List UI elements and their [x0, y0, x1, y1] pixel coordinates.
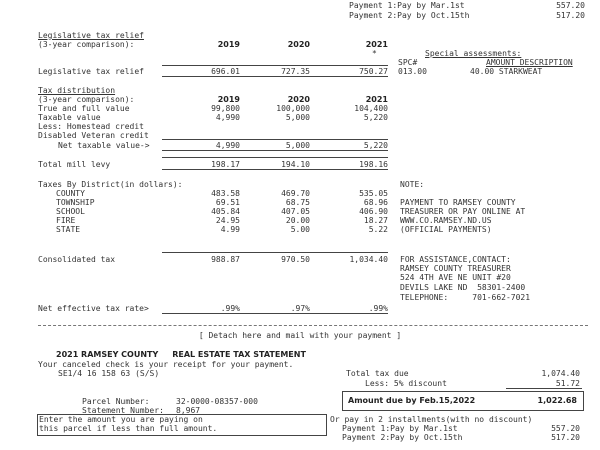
parcel-number-value: 32-0000-08357-000: [176, 397, 258, 406]
relief-year-1: 2019: [217, 40, 240, 49]
assist-line: FOR ASSISTANCE,CONTACT:: [400, 255, 511, 264]
top-payment-1-label: Payment 1:Pay by Mar.1st: [349, 1, 465, 10]
special-col-spc: SPC#: [398, 58, 418, 67]
detach-text: [ Detach here and mail with your payment ]: [198, 331, 402, 340]
mill-levy-value: 198.17: [211, 160, 240, 169]
dist-row-value: 5,220: [363, 113, 388, 122]
relief-asterisk: *: [372, 49, 377, 58]
mill-levy-value: 194.10: [281, 160, 310, 169]
relief-year-3: 2021: [365, 40, 388, 49]
distribution-year-2: 2020: [287, 95, 310, 104]
dist-row-value: 99,800: [211, 104, 240, 113]
statement-number-value: 8,967: [176, 406, 201, 415]
distribution-year-1: 2019: [217, 95, 240, 104]
installment-label: Payment 2:Pay by Oct.15th: [342, 433, 463, 442]
relief-value-2: 727.35: [281, 67, 310, 76]
assist-line: RAMSEY COUNTY TREASURER: [400, 264, 511, 273]
district-value: 5.22: [368, 225, 388, 234]
top-payment-1-amount: 557.20: [556, 1, 585, 10]
district-value: 406.90: [359, 207, 388, 216]
district-value: 407.05: [281, 207, 310, 216]
dist-row-label: Disabled Veteran credit: [38, 131, 149, 140]
relief-title: Legislative tax relief: [38, 31, 144, 40]
relief-year-2: 2020: [287, 40, 310, 49]
special-assessments-title: Special assessments:: [425, 49, 522, 58]
effective-rate-value: .99%: [220, 304, 240, 313]
parcel-number-label: Parcel Number:: [82, 397, 150, 406]
district-value: 68.75: [285, 198, 310, 207]
note-line: PAYMENT TO RAMSEY COUNTY: [400, 198, 516, 207]
dist-row-value: 4,990: [215, 113, 240, 122]
installment-amount: 517.20: [551, 433, 580, 442]
mill-levy-label: Total mill levy: [38, 160, 111, 169]
net-taxable-value: 4,990: [215, 141, 240, 150]
dist-row-value: 100,000: [276, 104, 310, 113]
district-value: 483.58: [211, 189, 240, 198]
installment-amount: 557.20: [551, 424, 580, 433]
stub-legal-description: SE1/4 16 158 63 (S/S): [58, 369, 160, 378]
dist-row-value: 5,000: [285, 113, 310, 122]
special-col-amount-description: AMOUNT DESCRIPTION: [486, 58, 573, 67]
relief-subtitle: (3-year comparison):: [38, 40, 135, 49]
net-taxable-value: 5,000: [285, 141, 310, 150]
stub-title: 2021 RAMSEY COUNTY REAL ESTATE TAX STATEMENT: [56, 350, 306, 359]
district-value: 24.95: [215, 216, 240, 225]
district-value: 20.00: [285, 216, 310, 225]
effective-rate-value: .99%: [368, 304, 388, 313]
dist-row-label: Taxable value: [38, 113, 101, 122]
note-title: NOTE:: [400, 180, 425, 189]
installments-label: Or pay in 2 installments(with no discount): [330, 415, 533, 424]
relief-row-label: Legislative tax relief: [38, 67, 144, 76]
district-label: COUNTY: [56, 189, 85, 198]
district-label: FIRE: [56, 216, 76, 225]
district-value: 405.84: [211, 207, 240, 216]
total-tax-due-label: Total tax due: [346, 369, 409, 378]
net-taxable-label: Net taxable value->: [58, 141, 150, 150]
effective-rate-label: Net effective tax rate>: [38, 304, 149, 313]
discount-label: Less: 5% discount: [365, 379, 447, 388]
district-value: 5.00: [290, 225, 310, 234]
top-payment-2-label: Payment 2:Pay by Oct.15th: [349, 11, 470, 20]
district-value: 68.96: [363, 198, 388, 207]
net-taxable-value: 5,220: [363, 141, 388, 150]
special-row-spc: 013.00: [398, 67, 427, 76]
amount-paying-instruction: Enter the amount you are paying on: [39, 415, 203, 424]
distribution-year-3: 2021: [365, 95, 388, 104]
district-value: 535.05: [359, 189, 388, 198]
district-value: 469.70: [281, 189, 310, 198]
total-tax-due-value: 1,074.40: [541, 369, 580, 378]
distribution-subtitle: (3-year comparison):: [38, 95, 135, 104]
consolidated-label: Consolidated tax: [38, 255, 116, 264]
consolidated-value: 1,034.40: [349, 255, 388, 264]
special-row-amount: 40.00 STARKWEAT: [470, 67, 543, 76]
note-line: (OFFICIAL PAYMENTS): [400, 225, 492, 234]
assist-line: TELEPHONE: 701-662-7021: [400, 293, 531, 302]
note-line: WWW.CO.RAMSEY.ND.US: [400, 216, 492, 225]
statement-number-label: Statement Number:: [82, 406, 164, 415]
discount-value: 51.72: [555, 379, 580, 388]
top-payment-2-amount: 517.20: [556, 11, 585, 20]
assist-line: 524 4TH AVE NE UNIT #20: [400, 273, 511, 282]
district-value: 18.27: [363, 216, 388, 225]
effective-rate-value: .97%: [290, 304, 310, 313]
districts-title: Taxes By District(in dollars):: [38, 180, 183, 189]
installment-label: Payment 1:Pay by Mar.1st: [342, 424, 458, 433]
relief-value-3: 750.27: [359, 67, 388, 76]
stub-receipt-text: Your canceled check is your receipt for your payment.: [38, 360, 294, 369]
distribution-title: Tax distribution: [38, 86, 116, 95]
district-label: SCHOOL: [56, 207, 85, 216]
amount-paying-instruction: this parcel if less than full amount.: [39, 424, 218, 433]
dist-row-label: True and full value: [38, 104, 130, 113]
consolidated-value: 970.50: [281, 255, 310, 264]
amount-due-value: 1,022.68: [537, 396, 577, 405]
district-label: TOWNSHIP: [56, 198, 95, 207]
assist-line: DEVILS LAKE ND 58301-2400: [400, 283, 526, 292]
district-label: STATE: [56, 225, 81, 234]
district-value: 4.99: [220, 225, 240, 234]
dist-row-label: Less: Homestead credit: [38, 122, 144, 131]
detach-line: [38, 325, 588, 326]
amount-due-label: Amount due by Feb.15,2022: [348, 396, 476, 405]
relief-value-1: 696.01: [211, 67, 240, 76]
dist-row-value: 104,400: [354, 104, 388, 113]
note-line: TREASURER OR PAY ONLINE AT: [400, 207, 526, 216]
district-value: 69.51: [215, 198, 240, 207]
mill-levy-value: 198.16: [359, 160, 388, 169]
consolidated-value: 988.87: [211, 255, 240, 264]
